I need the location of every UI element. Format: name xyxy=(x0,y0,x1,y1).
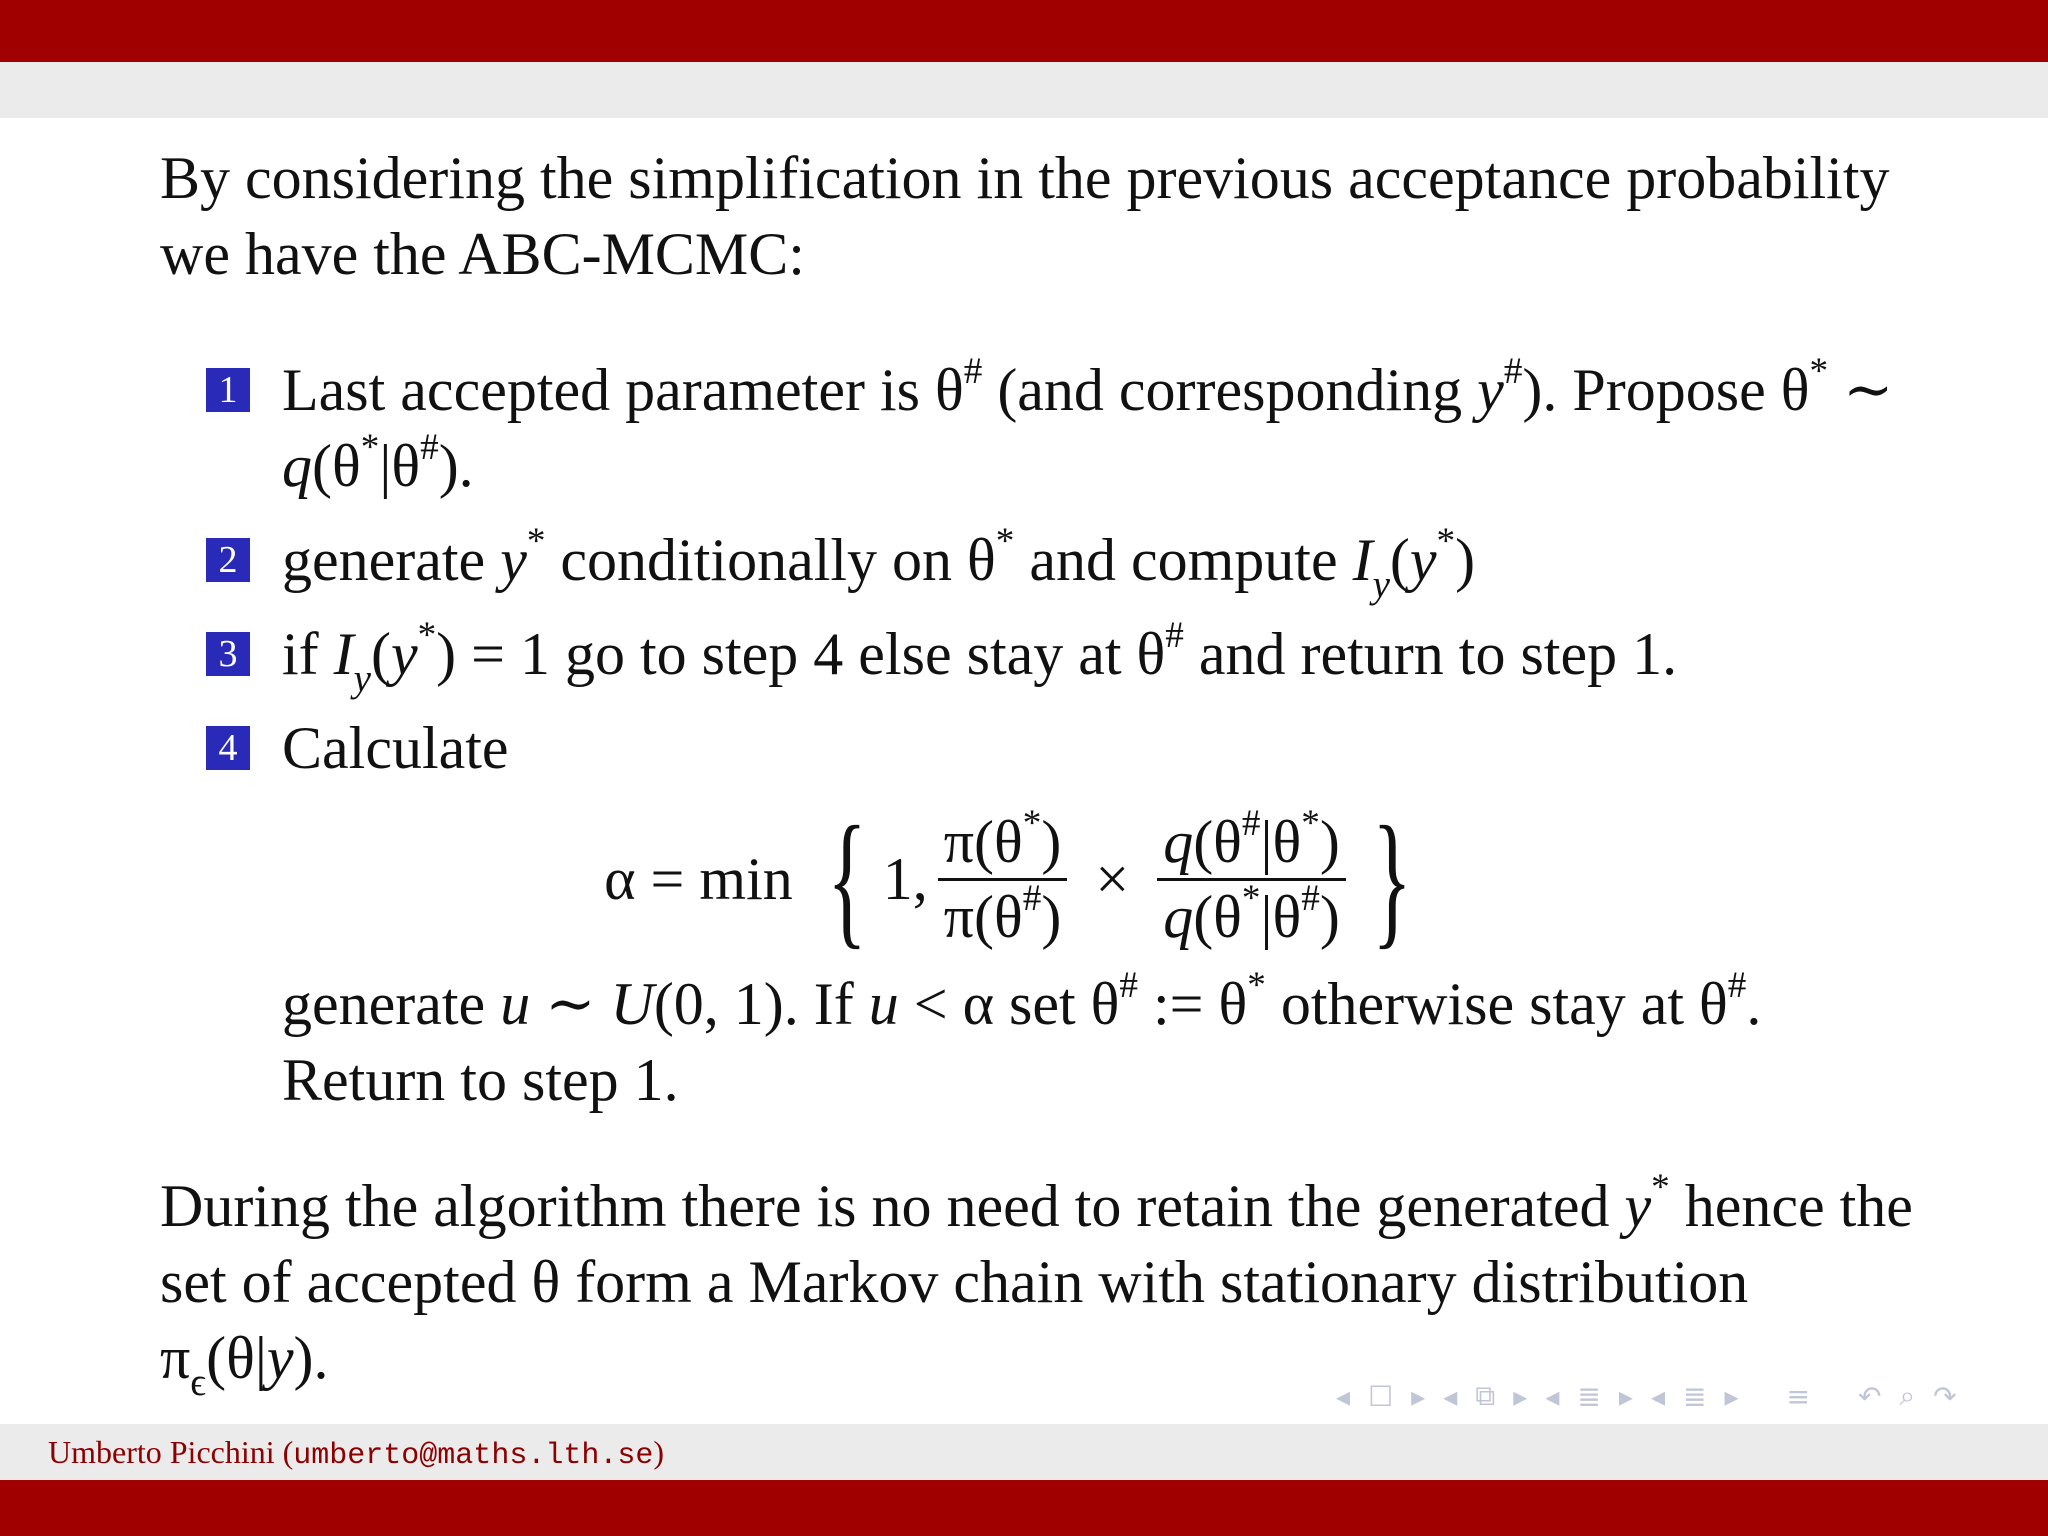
header-bar xyxy=(0,0,2048,62)
step-4-accept-rule: generate u ∼ U(0, 1). If u < α set θ# := θ* otherwise stay at θ#. xyxy=(282,965,1762,1037)
arrow-left-icon[interactable]: ◂ xyxy=(1336,1379,1351,1413)
arrow-left-icon[interactable]: ◂ xyxy=(1545,1379,1560,1413)
step-3-text: if $I_y(y^*) = 1$ go to step 4 else stay at θ# and return to step 1. xyxy=(282,615,1678,700)
step-4 xyxy=(206,710,1920,786)
step-2-text: generate y* conditionally on θ* and compute $I_y(y^*)$ xyxy=(282,521,1476,606)
footer-author: Umberto Picchini (umberto@maths.lth.se) xyxy=(48,1434,664,1473)
undo-icon[interactable]: ↶ xyxy=(1858,1379,1882,1413)
frame-icon[interactable]: ☐ xyxy=(1368,1379,1394,1413)
step-number-badge: 1 xyxy=(206,368,250,412)
step-number-badge: 2 xyxy=(206,538,250,582)
arrow-left-icon[interactable]: ◂ xyxy=(1443,1379,1458,1413)
step-1-text: Last accepted parameter is θ# (and corresponding y#). Propose θ* ∼ q(θ*|θ#). xyxy=(282,351,1894,499)
step-number-badge: 4 xyxy=(206,726,250,770)
author-name: Umberto Picchini xyxy=(48,1434,275,1470)
proposal-ratio: $\frac{q(\theta^{\#}|\theta^*)}{q(\theta^*|\theta^{\#})}$ xyxy=(1157,810,1346,949)
algorithm-steps xyxy=(206,352,1920,1118)
right-brace: } xyxy=(1372,796,1412,962)
arrow-right-icon[interactable]: ▸ xyxy=(1513,1379,1528,1413)
intro-paragraph: By considering the simplification in the previous acceptance probability we have the ABC-MCMC: xyxy=(160,145,1890,287)
arrow-right-icon[interactable]: ▸ xyxy=(1618,1379,1633,1413)
search-icon[interactable]: ⌕ xyxy=(1899,1379,1916,1412)
arrow-right-icon[interactable]: ▸ xyxy=(1724,1379,1739,1413)
footer-bar xyxy=(0,1480,2048,1536)
slide-content xyxy=(160,140,1920,1456)
step-4-continuation xyxy=(282,966,1920,1118)
header-subbar xyxy=(0,62,2048,118)
arrow-right-icon[interactable]: ▸ xyxy=(1411,1379,1426,1413)
step-number-badge: 3 xyxy=(206,632,250,676)
acceptance-formula: α = min { 1, $\frac{\pi(\theta^*)}{\pi(\theta^{\#})}$ × $\frac{q(\theta^{\#}|\theta^*)}{q(\theta^*|\theta^{\#})}$ } xyxy=(604,796,1412,962)
list-icon[interactable]: ≣ xyxy=(1683,1379,1707,1413)
prior-ratio: $\frac{\pi(\theta^*)}{\pi(\theta^{\#})}$ xyxy=(938,810,1068,949)
beamer-navigation xyxy=(1336,1376,2036,1416)
left-brace: { xyxy=(826,796,867,962)
subsection-icon[interactable]: ⧉ xyxy=(1475,1379,1496,1412)
redo-icon[interactable]: ↷ xyxy=(1933,1379,1957,1413)
section-icon[interactable]: ≣ xyxy=(1577,1379,1601,1413)
outro-paragraph: During the algorithm there is no need to retain the generated y* hence the set of accepted θ form a Markov chain with stationary distribution $\pi_\epsilon(\theta|y)$. xyxy=(160,1167,1913,1404)
step-1 xyxy=(206,352,1920,504)
step-4-label: Calculate xyxy=(282,715,509,781)
author-email[interactable]: umberto@maths.lth.se xyxy=(293,1439,654,1473)
step-3 xyxy=(206,615,1920,700)
step-4-return: Return to step 1. xyxy=(282,1047,679,1113)
align-icon[interactable]: ≡ xyxy=(1786,1379,1811,1413)
arrow-left-icon[interactable]: ◂ xyxy=(1650,1379,1666,1413)
step-2 xyxy=(206,521,1920,606)
